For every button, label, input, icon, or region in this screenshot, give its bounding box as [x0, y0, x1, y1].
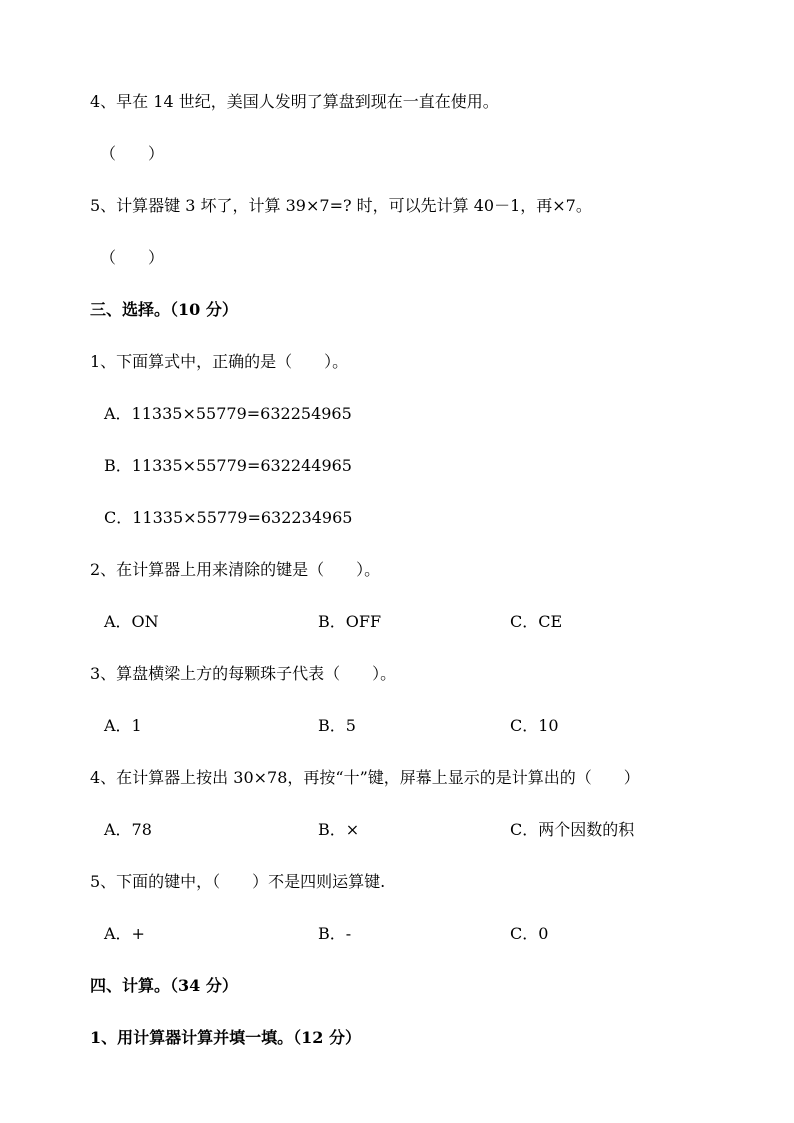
choice-q4-option-c: C．两个因数的积 [510, 820, 635, 839]
choice-q2-option-b: B．OFF [318, 612, 382, 631]
choice-q4-option-b: B．× [318, 820, 360, 839]
choice-q5: 5、下面的键中，（ ）不是四则运算键. [90, 872, 386, 891]
choice-q5-option-b: B．- [318, 924, 352, 943]
choice-q5-option-c: C．0 [510, 924, 549, 943]
choice-q2: 2、在计算器上用来清除的键是（ ）。 [90, 560, 381, 579]
choice-q2-option-c: C．CE [510, 612, 563, 631]
judge-q4-answer-paren: （ ） [100, 144, 165, 163]
choice-q3-option-b: B．5 [318, 716, 356, 735]
judge-q4: 4、早在 14 世纪，美国人发明了算盘到现在一直在使用。 [90, 92, 499, 111]
choice-q5-option-a: A．+ [104, 924, 145, 943]
calc-q1: 1、用计算器计算并填一填。（12 分） [90, 1028, 361, 1047]
choice-q2-option-a: A．ON [104, 612, 159, 631]
judge-q5: 5、计算器键 3 坏了，计算 39×7=? 时，可以先计算 40－1，再×7。 [90, 196, 592, 215]
choice-q3: 3、算盘横梁上方的每颗珠子代表（ ）。 [90, 664, 397, 683]
section-3-title: 三、选择。（10 分） [90, 300, 238, 319]
choice-q3-option-a: A．1 [104, 716, 142, 735]
section-4-title: 四、计算。（34 分） [90, 976, 238, 995]
judge-q5-answer-paren: （ ） [100, 248, 165, 267]
choice-q1-option-a: A．11335×55779=632254965 [104, 404, 352, 423]
choice-q1-option-c: C．11335×55779=632234965 [104, 508, 353, 527]
choice-q3-option-c: C．10 [510, 716, 559, 735]
choice-q1: 1、下面算式中，正确的是（ ）。 [90, 352, 349, 371]
choice-q4-option-a: A．78 [104, 820, 152, 839]
choice-q1-option-b: B．11335×55779=632244965 [104, 456, 352, 475]
choice-q4: 4、在计算器上按出 30×78，再按“十”键，屏幕上显示的是计算出的（ ） [90, 768, 640, 787]
